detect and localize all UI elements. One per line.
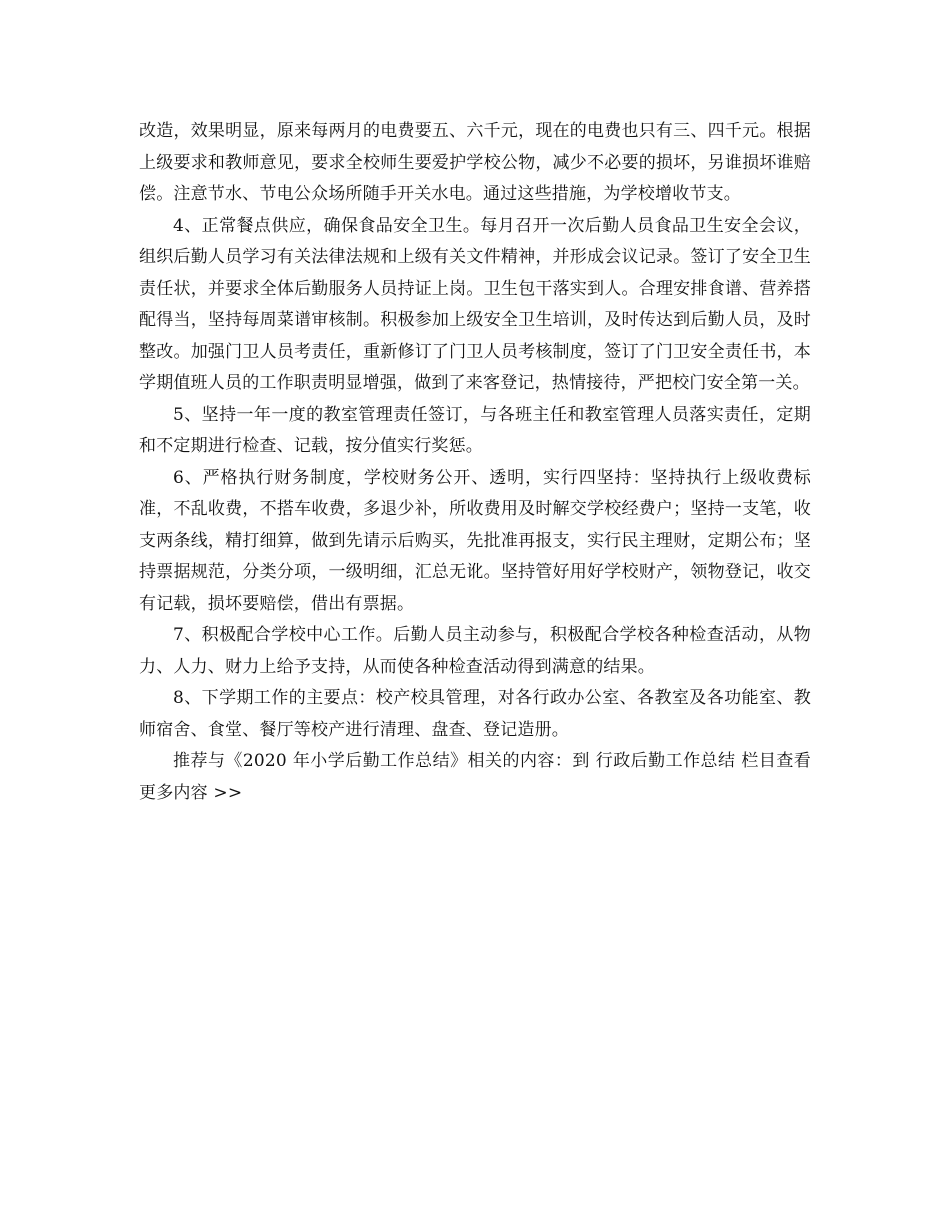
recommendation-suffix: 栏目查看更多内容 >>: [139, 751, 811, 803]
paragraph-continuation: 改造，效果明显，原来每两月的电费要五、六千元，现在的电费也只有三、四千元。根据上级要求和教师意见，要求全校师生要爱护学校公物，减少不必要的损坏，另谁损坏谁赔偿。注意节水、节电公众场所随手开关水电。通过这些措施，为学校增收节支。: [139, 121, 811, 204]
recommendation-link[interactable]: 行政后勤工作总结: [595, 751, 736, 771]
paragraph-item-7: 7、积极配合学校中心工作。后勤人员主动参与，积极配合学校各种检查活动，从物力、人力、财力上给予支持，从而使各种检查活动得到满意的结果。: [139, 625, 811, 677]
recommendation-paragraph: [139, 746, 811, 809]
paragraph-item-4: 4、正常餐点供应，确保食品安全卫生。每月召开一次后勤人员食品卫生安全会议，组织后勤人员学习有关法律法规和上级有关文件精神，并形成会议记录。签订了安全卫生责任状，并要求全体后勤服务人员持证上岗。卫生包干落实到人。合理安排食谱、营养搭配得当，坚持每周菜谱审核制。积极参加上级安全卫生培训，及时传达到后勤人员，及时整改。加强门卫人员考责任，重新修订了门卫人员考核制度，签订了门卫安全责任书，本学期值班人员的工作职责明显增强，做到了来客登记，热情接待，严把校门安全第一关。: [139, 215, 811, 393]
paragraph-item-6: 6、严格执行财务制度，学校财务公开、透明，实行四坚持：坚持执行上级收费标准，不乱收费，不搭车收费，多退少补，所收费用及时解交学校经费户；坚持一支笔，收支两条线，精打细算，做到先请示后购买，先批准再报支，实行民主理财，定期公布；坚持票据规范，分类分项，一级明细，汇总无讹。坚持管好用好学校财产，领物登记，收交有记载，损坏要赔偿，借出有票据。: [139, 467, 811, 614]
paragraph-item-5: 5、坚持一年一度的教室管理责任签订，与各班主任和教室管理人员落实责任，定期和不定期进行检查、记载，按分值实行奖惩。: [139, 404, 811, 456]
document-body: [139, 116, 811, 809]
recommendation-prefix: 推荐与《2020 年小学后勤工作总结》相关的内容：到: [173, 751, 596, 771]
paragraph-item-8: 8、下学期工作的主要点：校产校具管理，对各行政办公室、各教室及各功能室、教师宿舍、食堂、餐厅等校产进行清理、盘查、登记造册。: [139, 688, 811, 740]
